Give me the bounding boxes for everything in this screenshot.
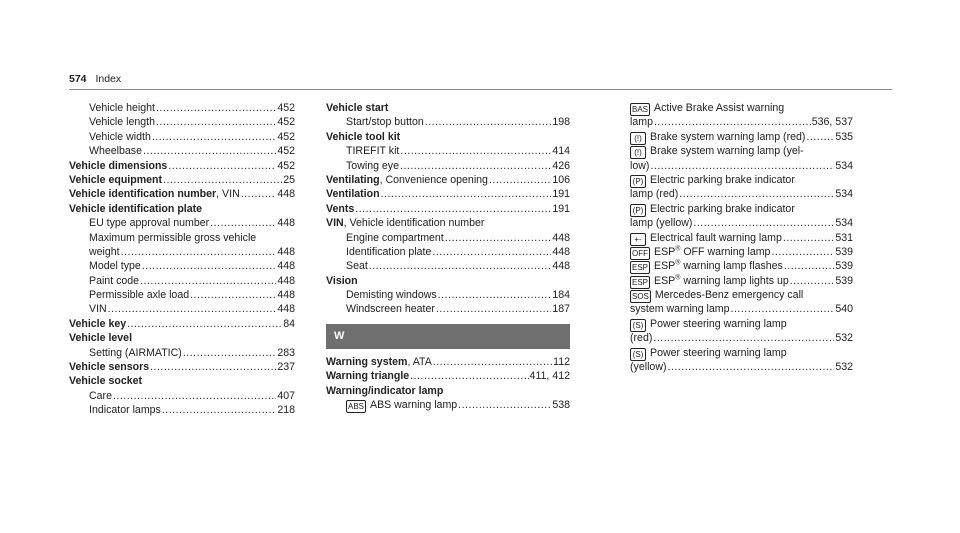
- page-reference[interactable]: 536, 537: [811, 116, 853, 129]
- entry-label: Maximum permissible gross vehicle: [89, 231, 257, 244]
- entry-label: system warning lamp: [630, 303, 730, 316]
- page-reference[interactable]: 106: [552, 173, 570, 186]
- entry-label: Brake system warning lamp (yel-: [650, 145, 804, 158]
- index-entry[interactable]: [69, 245, 295, 259]
- page-reference[interactable]: 452: [277, 116, 295, 129]
- index-entry[interactable]: [69, 317, 295, 331]
- index-entry[interactable]: [69, 130, 295, 144]
- entry-text: [326, 130, 400, 144]
- entry-text: [630, 202, 795, 217]
- esp-icon: ESP: [632, 277, 649, 287]
- page-number: 574: [69, 73, 87, 85]
- page-reference[interactable]: 448: [277, 188, 295, 201]
- power-steering-icon: (S): [630, 348, 646, 361]
- entry-label: VIN: [89, 303, 107, 316]
- index-entry[interactable]: [630, 231, 853, 245]
- index-entry[interactable]: [326, 115, 570, 129]
- entry-label: Electric parking brake indicator: [650, 173, 795, 186]
- dot-leader: [127, 317, 282, 331]
- entry-label: Vehicle length: [89, 116, 155, 129]
- entry-text: [69, 374, 142, 388]
- page-reference[interactable]: 448: [552, 260, 570, 273]
- index-entry[interactable]: [69, 202, 295, 216]
- dot-leader: [693, 216, 834, 230]
- entry-label: Permissible axle load: [89, 289, 190, 302]
- dot-leader: [790, 274, 835, 288]
- entry-text: [89, 403, 161, 417]
- entry-text: [69, 202, 202, 216]
- page-reference[interactable]: 237: [277, 361, 295, 374]
- dot-leader: [650, 159, 834, 173]
- page-reference[interactable]: 535: [835, 130, 853, 143]
- page-reference[interactable]: 184: [552, 289, 570, 302]
- entry-label: Paint code: [89, 274, 140, 287]
- index-entry[interactable]: [630, 245, 853, 259]
- entry-text: [346, 302, 435, 316]
- entry-text: [69, 159, 167, 173]
- index-column-1: [69, 101, 295, 418]
- index-entry[interactable]: [630, 317, 853, 331]
- entry-text: [326, 384, 443, 398]
- entry-label: Towing eye: [346, 159, 399, 172]
- entry-keyword: Vehicle level: [69, 332, 133, 345]
- index-entry[interactable]: [69, 274, 295, 288]
- dot-leader: [653, 331, 834, 345]
- entry-text: [346, 115, 424, 129]
- page-reference[interactable]: 191: [552, 202, 570, 215]
- entry-keyword: Vents: [326, 202, 355, 215]
- entry-text: [346, 231, 444, 245]
- entry-label: Model type: [89, 260, 141, 273]
- entry-text: [89, 115, 155, 129]
- index-entry[interactable]: [69, 403, 295, 417]
- entry-text: [89, 130, 151, 144]
- page-reference[interactable]: 452: [277, 159, 295, 172]
- entry-keyword: VIN: [326, 217, 344, 230]
- entry-text: [630, 331, 652, 345]
- index-entry[interactable]: [69, 259, 295, 273]
- entry-text: [89, 101, 155, 115]
- index-entry[interactable]: [630, 346, 853, 360]
- index-entry[interactable]: [326, 202, 570, 216]
- index-entry[interactable]: [326, 187, 570, 201]
- index-entry[interactable]: [630, 144, 853, 158]
- entry-label: Seat: [346, 260, 368, 273]
- page-reference[interactable]: 448: [277, 217, 295, 230]
- page-reference[interactable]: 426: [552, 159, 570, 172]
- entry-keyword: Ventilating: [326, 173, 380, 186]
- page-reference[interactable]: 448: [552, 245, 570, 258]
- entry-text: [69, 360, 149, 374]
- entry-label: Brake system warning lamp (red): [650, 130, 806, 143]
- index-entry[interactable]: [630, 288, 853, 302]
- index-entry[interactable]: [630, 216, 853, 230]
- page-reference[interactable]: 448: [277, 245, 295, 258]
- section-title: Index: [95, 73, 122, 85]
- entry-text: [630, 360, 667, 374]
- index-entry[interactable]: [630, 101, 853, 115]
- dot-leader: [369, 259, 552, 273]
- entry-text: [326, 274, 358, 288]
- index-entry[interactable]: [69, 187, 295, 201]
- dot-leader: [168, 159, 276, 173]
- entry-text: [89, 245, 120, 259]
- section-letter-bar: W: [326, 324, 570, 349]
- entry-keyword: Warning/indicator lamp: [326, 384, 444, 397]
- index-entry[interactable]: [69, 389, 295, 403]
- page-reference[interactable]: 187: [552, 303, 570, 316]
- index-entry[interactable]: [69, 346, 295, 360]
- entry-text: [630, 259, 783, 274]
- dot-leader: [410, 369, 528, 383]
- entry-text: [69, 173, 162, 187]
- esp-off-icon: OFF: [632, 248, 648, 258]
- dot-leader: [183, 346, 277, 360]
- index-entry[interactable]: [326, 355, 570, 369]
- entry-text: [326, 355, 432, 369]
- entry-text: [89, 216, 209, 230]
- entry-label: ESP® OFF warning lamp: [654, 245, 771, 258]
- page-reference[interactable]: 198: [552, 116, 570, 129]
- page-reference[interactable]: 84: [283, 317, 295, 330]
- entry-text: [89, 259, 141, 273]
- entry-label: Mercedes-Benz emergency call: [654, 289, 804, 302]
- dot-leader: [108, 302, 277, 316]
- entry-text: [630, 115, 653, 129]
- entry-label: low): [630, 159, 650, 172]
- entry-text: [630, 130, 805, 145]
- entry-label: Care: [89, 389, 112, 402]
- dot-leader: [425, 115, 552, 129]
- dot-leader: [433, 355, 552, 369]
- entry-text: [89, 302, 107, 316]
- entry-text: [630, 274, 789, 289]
- entry-text: [89, 389, 112, 403]
- entry-keyword: Warning triangle: [326, 370, 410, 383]
- entry-label: Setting (AIRMATIC): [89, 346, 182, 359]
- page-reference[interactable]: 283: [277, 346, 295, 359]
- index-entry[interactable]: [630, 302, 853, 316]
- abs-warning-icon: ABS: [348, 402, 365, 412]
- entry-text: [69, 317, 126, 331]
- index-entry[interactable]: [326, 101, 570, 115]
- index-entry[interactable]: [69, 159, 295, 173]
- entry-text: [630, 317, 787, 332]
- entry-text: [326, 216, 484, 230]
- entry-keyword: Warning system: [326, 355, 408, 368]
- dot-leader: [113, 389, 276, 403]
- dot-leader: [190, 288, 276, 302]
- entry-text: [630, 231, 782, 246]
- index-entry[interactable]: [630, 159, 853, 173]
- dot-leader: [458, 398, 551, 412]
- index-entry[interactable]: [630, 187, 853, 201]
- entry-label: Active Brake Assist warning: [654, 102, 785, 114]
- entry-keyword: Vehicle sensors: [69, 361, 150, 374]
- entry-keyword: Vehicle dimensions: [69, 159, 168, 172]
- entry-text: [326, 202, 354, 216]
- dot-leader: [432, 245, 551, 259]
- entry-label: TIREFIT kit: [346, 145, 400, 158]
- parking-brake-icon: (P): [630, 204, 646, 217]
- index-entry[interactable]: [326, 274, 570, 288]
- dot-leader: [152, 130, 276, 144]
- entry-label: lamp: [630, 116, 653, 129]
- page-reference[interactable]: 539: [835, 260, 853, 273]
- index-entry[interactable]: [326, 302, 570, 316]
- dot-leader: [784, 259, 834, 273]
- dot-leader: [400, 144, 551, 158]
- dot-leader: [381, 187, 552, 201]
- index-entry[interactable]: [630, 274, 853, 288]
- entry-text: [346, 288, 437, 302]
- dot-leader: [355, 202, 551, 216]
- index-entry[interactable]: [326, 384, 570, 398]
- entry-label: , Vehicle identification number: [343, 217, 485, 230]
- dot-leader: [142, 259, 276, 273]
- page-reference[interactable]: 414: [552, 145, 570, 158]
- index-entry[interactable]: [69, 173, 295, 187]
- page-reference[interactable]: 531: [835, 231, 853, 244]
- entry-text: [89, 288, 189, 302]
- page-reference[interactable]: 452: [277, 130, 295, 143]
- entry-label: Power steering warning lamp: [650, 317, 787, 330]
- entry-keyword: Vehicle socket: [69, 375, 143, 388]
- brake-assist-icon: BAS: [632, 105, 649, 114]
- entry-label: Electrical fault warning lamp: [650, 231, 782, 244]
- entry-label: lamp (red): [630, 188, 679, 201]
- emergency-call-icon: SOS: [632, 292, 649, 302]
- entry-label: Vehicle height: [89, 102, 155, 114]
- index-entry[interactable]: [630, 130, 853, 144]
- brake-warning-icon: (!): [630, 132, 646, 145]
- index-entry[interactable]: [630, 115, 853, 129]
- entry-text: [630, 144, 804, 159]
- entry-text: [89, 346, 182, 360]
- entry-label: Vehicle width: [89, 130, 151, 143]
- page-header: [69, 73, 121, 85]
- entry-label: , Convenience opening: [379, 173, 488, 186]
- index-entry[interactable]: [326, 398, 570, 412]
- index-column-2: [326, 101, 570, 412]
- parking-brake-icon: (P): [630, 175, 646, 188]
- entry-keyword: Vehicle tool kit: [326, 130, 401, 143]
- page-reference[interactable]: 191: [552, 188, 570, 201]
- entry-text: [630, 245, 770, 260]
- entry-text: [326, 101, 388, 115]
- page-reference[interactable]: 448: [277, 289, 295, 302]
- dot-leader: [445, 231, 552, 245]
- index-entry[interactable]: [630, 173, 853, 187]
- page-reference[interactable]: 534: [835, 159, 853, 172]
- entry-label: ABS warning lamp: [370, 399, 458, 412]
- entry-label: Demisting windows: [346, 289, 437, 302]
- entry-text: [326, 369, 409, 383]
- entry-text: [89, 144, 142, 158]
- entry-keyword: Vehicle key: [69, 317, 127, 330]
- entry-label: Electric parking brake indicator: [650, 202, 795, 215]
- entry-keyword: Vehicle equipment: [69, 173, 163, 186]
- entry-text: [630, 302, 730, 316]
- dot-leader: [156, 115, 276, 129]
- entry-text: [630, 101, 784, 116]
- page-reference[interactable]: 25: [283, 173, 295, 186]
- index-entry[interactable]: [630, 202, 853, 216]
- page-reference[interactable]: 218: [277, 404, 295, 417]
- entry-label: Engine compartment: [346, 231, 444, 244]
- page-reference[interactable]: 539: [835, 245, 853, 258]
- entry-label: , VIN: [216, 188, 240, 201]
- page-reference[interactable]: 538: [552, 399, 570, 412]
- page-reference[interactable]: 534: [835, 188, 853, 201]
- entry-keyword: Vehicle identification number: [69, 188, 217, 201]
- entry-text: [630, 159, 649, 173]
- entry-text: [89, 274, 139, 288]
- index-entry[interactable]: [326, 259, 570, 273]
- page-reference[interactable]: 534: [835, 217, 853, 230]
- dot-leader: [143, 144, 276, 158]
- index-entry[interactable]: [69, 144, 295, 158]
- page-reference[interactable]: 540: [835, 303, 853, 316]
- dot-leader: [163, 173, 282, 187]
- index-entry[interactable]: [326, 216, 570, 230]
- entry-text: [630, 187, 678, 201]
- entry-label: ESP® warning lamp flashes: [654, 259, 783, 273]
- index-entry[interactable]: [326, 144, 570, 158]
- entry-label: weight: [89, 245, 120, 258]
- entry-text: [346, 259, 368, 273]
- entry-keyword: Ventilation: [326, 188, 380, 201]
- index-entry[interactable]: [69, 101, 295, 115]
- brake-warning-icon: (!): [630, 146, 646, 159]
- entry-text: [630, 346, 787, 361]
- page-reference[interactable]: 448: [277, 260, 295, 273]
- index-entry[interactable]: [69, 115, 295, 129]
- dot-leader: [210, 216, 276, 230]
- entry-text: [346, 144, 399, 158]
- index-entry[interactable]: [630, 259, 853, 273]
- index-entry[interactable]: [630, 331, 853, 345]
- index-entry[interactable]: [69, 331, 295, 345]
- entry-text: [326, 173, 488, 187]
- entry-label: lamp (yellow): [630, 217, 693, 230]
- page-reference[interactable]: 539: [835, 274, 853, 287]
- dot-leader: [140, 274, 276, 288]
- dot-leader: [150, 360, 276, 374]
- entry-text: [89, 231, 256, 245]
- page-reference[interactable]: 532: [835, 332, 853, 345]
- entry-label: , ATA: [407, 355, 432, 368]
- entry-text: [69, 187, 240, 201]
- page-reference[interactable]: 407: [277, 389, 295, 402]
- entry-text: [630, 216, 692, 230]
- index-entry[interactable]: [326, 245, 570, 259]
- index-entry[interactable]: [326, 159, 570, 173]
- entry-text: [630, 173, 795, 188]
- entry-label: Start/stop button: [346, 116, 424, 129]
- entry-label: Wheelbase: [89, 145, 142, 158]
- index-entry[interactable]: [69, 360, 295, 374]
- dot-leader: [241, 187, 277, 201]
- dot-leader: [731, 302, 835, 316]
- power-steering-icon: (S): [630, 319, 646, 332]
- dot-leader: [771, 245, 834, 259]
- page-reference[interactable]: 112: [553, 355, 570, 368]
- entry-keyword: Vehicle identification plate: [69, 202, 203, 215]
- entry-text: [346, 398, 457, 413]
- entry-label: EU type approval number: [89, 217, 210, 230]
- entry-text: [630, 288, 803, 303]
- page-reference[interactable]: 452: [277, 102, 295, 114]
- entry-label: Indicator lamps: [89, 404, 161, 417]
- page-reference[interactable]: 448: [277, 274, 295, 287]
- entry-text: [346, 159, 399, 173]
- index-entry[interactable]: [69, 288, 295, 302]
- battery-icon: +-: [630, 233, 646, 246]
- index-entry[interactable]: [326, 288, 570, 302]
- index-entry[interactable]: [69, 374, 295, 388]
- header-rule: [69, 89, 892, 90]
- esp-icon: ESP: [632, 263, 649, 273]
- entry-label: (red): [630, 332, 653, 345]
- index-entry[interactable]: [326, 231, 570, 245]
- dot-leader: [162, 403, 276, 417]
- index-entry[interactable]: [630, 360, 853, 374]
- index-entry[interactable]: [69, 231, 295, 245]
- entry-keyword: Vehicle start: [326, 102, 389, 114]
- page-reference[interactable]: 532: [835, 361, 853, 374]
- index-entry[interactable]: [326, 130, 570, 144]
- dot-leader: [679, 187, 834, 201]
- dot-leader: [668, 360, 835, 374]
- index-entry[interactable]: [326, 369, 570, 383]
- page-reference[interactable]: 411, 412: [529, 370, 570, 383]
- page-reference[interactable]: 448: [552, 231, 570, 244]
- page-reference[interactable]: 448: [277, 303, 295, 316]
- entry-text: [346, 245, 431, 259]
- dot-leader: [438, 288, 552, 302]
- entry-text: [326, 187, 380, 201]
- entry-label: Power steering warning lamp: [650, 346, 787, 359]
- index-entry[interactable]: [69, 302, 295, 316]
- entry-label: (yellow): [630, 361, 667, 374]
- dot-leader: [121, 245, 277, 259]
- dot-leader: [783, 231, 834, 245]
- dot-leader: [654, 115, 811, 129]
- dot-leader: [400, 159, 551, 173]
- entry-label: Windscreen heater: [346, 303, 435, 316]
- entry-text: [69, 331, 132, 345]
- index-entry[interactable]: [326, 173, 570, 187]
- dot-leader: [489, 173, 551, 187]
- entry-label: Identification plate: [346, 245, 432, 258]
- dot-leader: [436, 302, 551, 316]
- dot-leader: [156, 101, 276, 115]
- entry-keyword: Vision: [326, 274, 358, 287]
- page-reference[interactable]: 452: [277, 145, 295, 158]
- dot-leader: [806, 130, 834, 144]
- entry-label: ESP® warning lamp lights up: [654, 274, 789, 287]
- index-entry[interactable]: [69, 216, 295, 230]
- index-column-3: [630, 101, 853, 374]
